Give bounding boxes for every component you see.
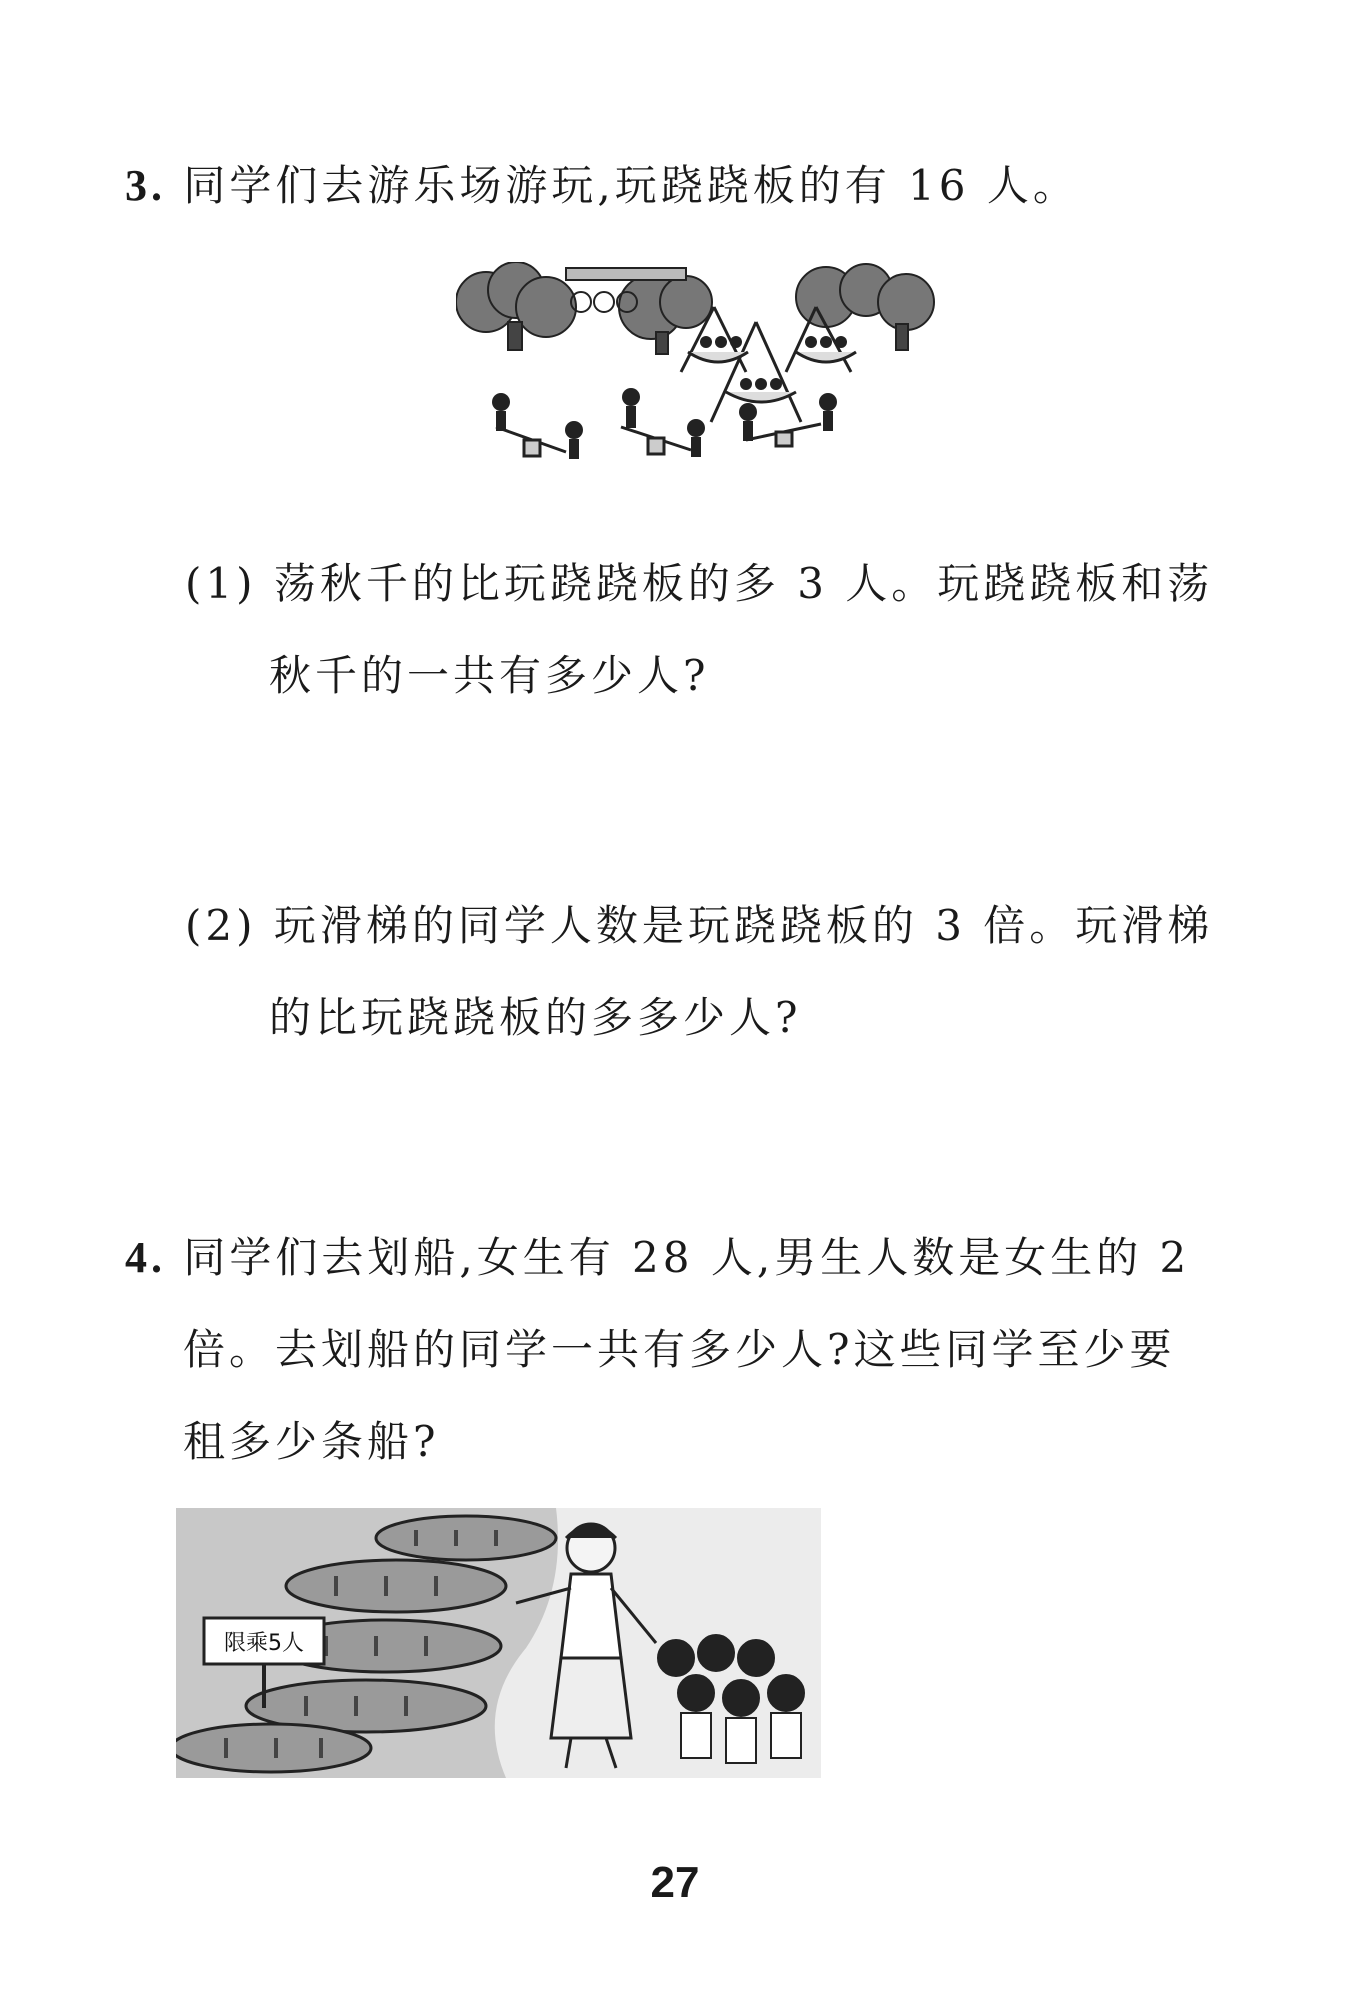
problem-4-line-1 bbox=[125, 1212, 1190, 1304]
problem-3-part-1-line-1: (1) 荡秋千的比玩跷跷板的多 3 人。玩跷跷板和荡 bbox=[185, 559, 1214, 608]
problem-3-part-2-line-1: (2) 玩滑梯的同学人数是玩跷跷板的 3 倍。玩滑梯 bbox=[185, 901, 1214, 950]
problem-3-number: 3. bbox=[125, 161, 166, 210]
capacity-sign-text: 限乘5人 bbox=[224, 1631, 304, 1656]
problem-3-text: 同学们去游乐场游玩,玩跷跷板的有 16 人。 bbox=[183, 161, 1079, 210]
playground-illustration bbox=[456, 262, 936, 494]
problem-3-part-1 bbox=[185, 538, 1213, 722]
problem-3-part-2 bbox=[185, 880, 1213, 1064]
problem-3 bbox=[125, 140, 1079, 232]
problem-4 bbox=[125, 1212, 1190, 1488]
boats-illustration bbox=[176, 1508, 821, 1778]
problem-3-part-1-line-2: 秋千的一共有多少人? bbox=[269, 651, 710, 700]
page-number: 27 bbox=[650, 1858, 700, 1907]
problem-3-part-2-line-2: 的比玩跷跷板的多多少人? bbox=[269, 993, 802, 1042]
problem-4-text-1: 同学们去划船,女生有 28 人,男生人数是女生的 2 bbox=[183, 1233, 1191, 1282]
problem-3-statement bbox=[125, 140, 1079, 232]
problem-4-line-2: 倍。去划船的同学一共有多少人?这些同学至少要 bbox=[183, 1325, 1176, 1374]
problem-4-number: 4. bbox=[125, 1233, 166, 1282]
problem-4-line-3: 租多少条船? bbox=[183, 1417, 440, 1466]
